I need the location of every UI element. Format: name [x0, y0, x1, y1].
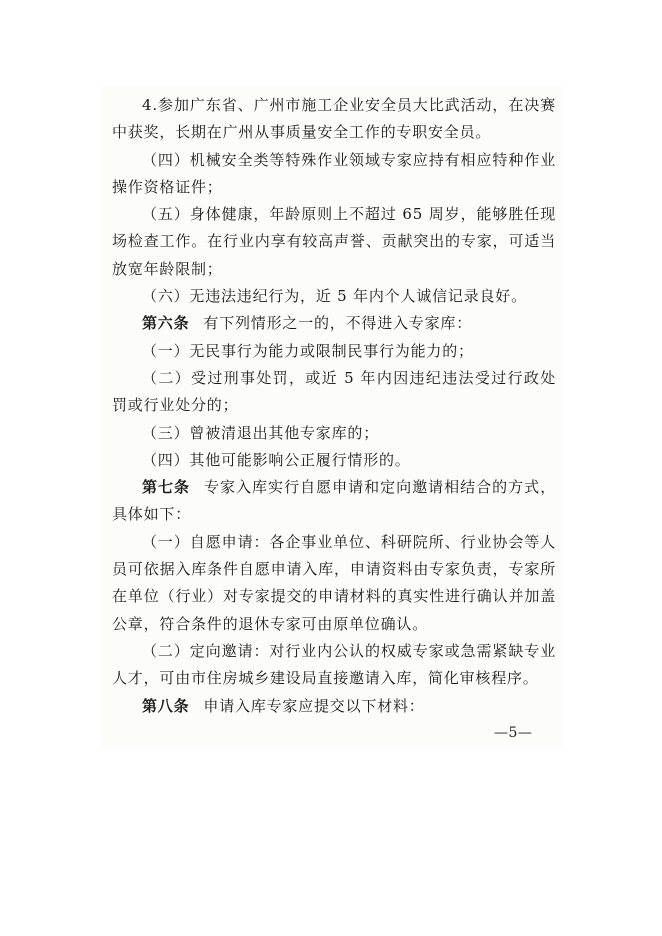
paragraph-text: 有下列情形之一的，不得进入专家库： [203, 314, 473, 333]
article-seven [112, 474, 556, 529]
paragraph-text: （六）无违法违纪行为，近 5 年内个人诚信记录良好。 [142, 287, 527, 306]
paragraph-no-violations [112, 283, 556, 310]
article-six [112, 310, 556, 337]
paragraph-special-operation-cert [112, 147, 556, 202]
article-eight [112, 693, 556, 720]
document-body [112, 92, 556, 720]
page-number: —5— [494, 725, 533, 741]
paragraph-text: （一）无民事行为能力或限制民事行为能力的； [142, 341, 474, 360]
paragraph-exclusion-4 [112, 447, 556, 474]
paragraph-text: 申请入库专家应提交以下材料： [203, 696, 425, 715]
paragraph-text: （五）身体健康，年龄原则上不超过 65 周岁，能够胜任现场检查工作。在行业内享有较高声誉、贡献突出的专家，可适当放宽年龄限制； [112, 205, 556, 278]
paragraph-text: （一）自愿申请：各企事业单位、科研院所、行业协会等人员可依据入库条件自愿申请入库，申请资料由专家负责，专家所在单位（行业）对专家提交的申请材料的真实性进行确认并加盖公章，符合条件的退休专家可由原单位确认。 [112, 532, 556, 633]
paragraph-award-criteria [112, 92, 556, 147]
paragraph-text: 4.参加广东省、广州市施工企业安全员大比武活动，在决赛中获奖，长期在广州从事质量安全工作的专职安全员。 [112, 96, 556, 142]
paragraph-exclusion-1 [112, 338, 556, 365]
paragraph-text: （四）机械安全类等特殊作业领域专家应持有相应特种作业操作资格证件； [112, 150, 556, 196]
article-label: 第八条 [142, 696, 190, 715]
paragraph-health-age [112, 201, 556, 283]
paragraph-text: （三）曾被清退出其他专家库的； [142, 423, 380, 442]
article-label: 第七条 [142, 478, 191, 497]
paragraph-text: （四）其他可能影响公正履行情形的。 [142, 450, 411, 469]
paragraph-exclusion-3 [112, 420, 556, 447]
paragraph-exclusion-2 [112, 365, 556, 420]
paragraph-text: （二）定向邀请：对行业内公认的权威专家或急需紧缺专业人才，可由市住房城乡建设局直接邀请入库，简化审核程序。 [112, 641, 556, 688]
paragraph-directed-invitation [112, 638, 556, 693]
paragraph-text: 专家入库实行自愿申请和定向邀请相结合的方式，具体如下： [112, 478, 556, 524]
article-label: 第六条 [142, 314, 190, 333]
paragraph-text: （二）受过刑事处罚，或近 5 年内因违纪违法受过行政处罚或行业处分的； [112, 368, 556, 415]
paragraph-voluntary-application [112, 529, 556, 638]
